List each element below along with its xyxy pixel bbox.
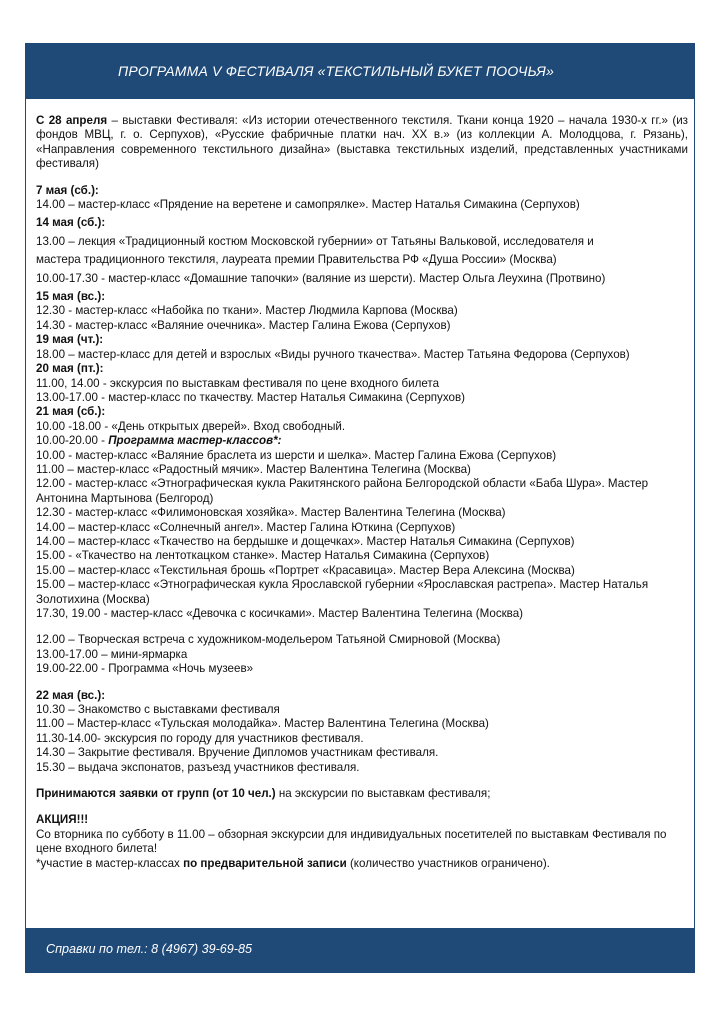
- contact-phone: Справки по тел.: 8 (4967) 39-69-85: [46, 942, 252, 956]
- event-item: 14.30 – Закрытие фестиваля. Вручение Дипломов участникам фестиваля.: [36, 746, 439, 760]
- footer-bar: [26, 928, 694, 972]
- group-requests: Принимаются заявки от групп (от 10 чел.) на экскурсии по выставкам фестиваля;: [36, 787, 491, 801]
- event-item: 17.30, 19.00 - мастер-класс «Девочка с косичками». Мастер Валентина Телегина (Москва): [36, 607, 524, 620]
- page-title: ПРОГРАММА V ФЕСТИВАЛЯ «ТЕКСТИЛЬНЫЙ БУКЕТ ПООЧЬЯ»: [118, 63, 554, 79]
- event-item: 13.00 – лекция «Традиционный костюм Московской губернии» от Татьяны Вальковой, исследователя и: [36, 234, 594, 248]
- event-item: 19.00-22.00 - Программа «Ночь музеев»: [36, 662, 254, 676]
- action-title: АКЦИЯ!!!: [36, 813, 89, 827]
- day-heading: 20 мая (пт.):: [36, 362, 104, 376]
- event-item: 13.00-17.00 – мини-ярмарка: [36, 647, 188, 661]
- day-heading: 14 мая (сб.):: [36, 216, 106, 230]
- program-content: [36, 114, 688, 871]
- event-item: 15.30 – выдача экспонатов, разъезд участников фестиваля.: [36, 760, 360, 774]
- registration-note: *участие в мастер-классах по предварительной записи (количество участников ограничено).: [36, 856, 550, 870]
- intro-date: С 28 апреля: [36, 114, 108, 127]
- event-item: 15.00 – мастер-класс «Текстильная брошь «Портрет «Красавица». Мастер Вера Алексина (Москва): [36, 563, 575, 577]
- event-item: 10.00 -18.00 - «День открытых дверей». Вход свободный.: [36, 419, 346, 433]
- event-item: 14.00 – мастер-класс «Солнечный ангел». Мастер Галина Юткина (Серпухов): [36, 520, 456, 534]
- header-bar: [26, 44, 694, 99]
- event-item: 12.00 – Творческая встреча с художником-модельером Татьяной Смирновой (Москва): [36, 633, 501, 647]
- event-item: 11.00, 14.00 - экскурсия по выставкам фестиваля по цене входного билета: [36, 376, 440, 390]
- event-item: 12.30 - мастер-класс «Филимоновская хозяйка». Мастер Валентина Телегина (Москва): [36, 506, 506, 520]
- event-item: 13.00-17.00 - мастер-класс по ткачеству. Мастер Наталья Симакина (Серпухов): [36, 390, 465, 404]
- event-item: 15.00 – мастер-класс «Этнографическая кукла Ярославской губернии «Ярославская растрепа». Мастер Наталья Золотихина (Москва): [36, 578, 649, 606]
- action-text: Со вторника по субботу в 11.00 – обзорная экскурсии для индивидуальных посетителей по выставкам Фестиваля по цене входного билета!: [36, 827, 667, 856]
- event-item: 10.00-17.30 - мастер-класс «Домашние тапочки» (валяние из шерсти). Мастер Ольга Леухина (Протвино): [36, 271, 606, 285]
- event-item: 10.30 – Знакомство с выставками фестиваля: [36, 703, 280, 717]
- day-heading: 7 мая (сб.):: [36, 183, 99, 197]
- event-item: 14.00 – мастер-класс «Ткачество на бердышке и дощечках». Мастер Наталья Симакина (Серпухов): [36, 534, 575, 548]
- program-heading: 10.00-20.00 - Программа мастер-классов*:: [36, 434, 282, 448]
- intro-paragraph: [36, 114, 688, 172]
- day-heading: 19 мая (чт.):: [36, 333, 104, 347]
- intro-text: – выставки Фестиваля: «Из истории отечественного текстиля. Ткани конца 1920 – начала 1930-х гг.» (из фондов МВЦ, г. о. Серпухов), «Русские фабричные платки нач. XX в.» (из коллекции А. Молодцова, г. Рязань), «Направления современного текстильного дизайна» (выставка текстильных изделий, представленных участниками фестиваля): [36, 114, 688, 171]
- day-heading: 21 мая (сб.):: [36, 405, 106, 419]
- event-item: 11.00 – мастер-класс «Радостный мячик». Мастер Валентина Телегина (Москва): [36, 462, 471, 476]
- day-heading: 15 мая (вс.):: [36, 290, 106, 304]
- event-item: 18.00 – мастер-класс для детей и взрослых «Виды ручного ткачества». Мастер Татьяна Федорова (Серпухов): [36, 347, 630, 361]
- event-item: мастера традиционного текстиля, лауреата премии Правительства РФ «Душа России» (Москва): [36, 253, 557, 267]
- document-frame: [25, 43, 695, 973]
- event-item: 10.00 - мастер-класс «Валяние браслета из шерсти и шелка». Мастер Галина Ежова (Серпухов): [36, 448, 557, 462]
- event-item: 11.30-14.00- экскурсия по городу для участников фестиваля.: [36, 731, 364, 745]
- event-item: 12.00 - мастер-класс «Этнографическая кукла Ракитянского района Белгородской области «Баба Шура». Мастер Антонина Мартынова (Белгород): [36, 477, 649, 505]
- event-item: 14.00 – мастер-класс «Прядение на веретене и самопрялке». Мастер Наталья Симакина (Серпухов): [36, 198, 580, 212]
- event-item: 14.30 - мастер-класс «Валяние очечника». Мастер Галина Ежова (Серпухов): [36, 318, 451, 332]
- event-item: 11.00 – Мастер-класс «Тульская молодайка». Мастер Валентина Телегина (Москва): [36, 717, 489, 731]
- event-item: 12.30 - мастер-класс «Набойка по ткани». Мастер Людмила Карпова (Москва): [36, 304, 458, 318]
- event-item: 15.00 - «Ткачество на лентоткацком станке». Мастер Наталья Симакина (Серпухов): [36, 549, 490, 563]
- day-heading: 22 мая (вс.):: [36, 688, 106, 702]
